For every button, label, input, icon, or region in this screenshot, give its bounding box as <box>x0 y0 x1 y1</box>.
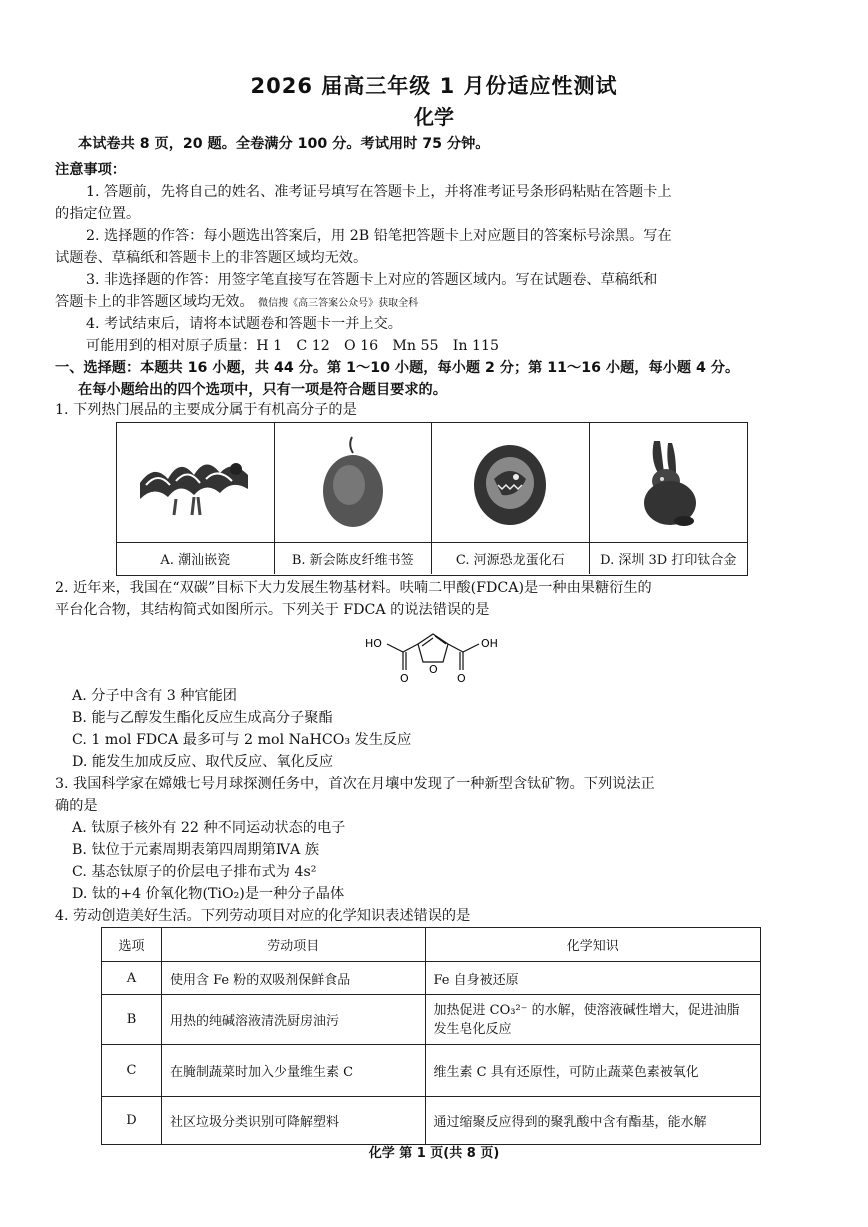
q1-option-d: D. 深圳 3D 打印钛合金 <box>600 553 737 568</box>
q4-table-header <box>102 928 761 962</box>
exam-title: 2026 届高三年级 1 月份适应性测试 <box>250 74 618 98</box>
q4-header-knowledge: 化学知识 <box>425 928 761 962</box>
notes-heading: 注意事项： <box>55 162 126 178</box>
q4-row-d-knowledge: 通过缩聚反应得到的聚乳酸中含有酯基，能水解 <box>425 1097 761 1145</box>
q1-image-a <box>117 423 275 543</box>
subject-title: 化学 <box>414 105 454 129</box>
q4-row-c-task: 在腌制蔬菜时加入少量维生素 C <box>161 1045 425 1097</box>
q3-stem-line1: 3. 我国科学家在嫦娥七号月球探测任务中，首次在月壤中发现了一种新型含钛矿物。下列说法正 <box>55 776 655 792</box>
q2-option-b: B. 能与乙醇发生酯化反应生成高分子聚酯 <box>72 710 333 726</box>
q4-row-a-knowledge: Fe 自身被还原 <box>425 962 761 995</box>
table-row <box>102 962 761 995</box>
atomic-masses: 可能用到的相对原子质量：H 1 C 12 O 16 Mn 55 In 115 <box>86 338 500 354</box>
note-1-line1: 1. 答题前，先将自己的姓名、准考证号填写在答题卡上，并将准考证号条形码粘贴在答题卡上 <box>86 184 672 200</box>
q2-stem-line2: 平台化合物，其结构简式如图所示。下列关于 FDCA 的说法错误的是 <box>55 602 490 618</box>
q2-stem-line1: 2. 近年来，我国在“双碳”目标下大力发展生物基材料。呋喃二甲酸(FDCA)是一种由果糖衍生的 <box>55 580 652 596</box>
q3-option-a: A. 钛原子核外有 22 种不同运动状态的电子 <box>72 820 346 836</box>
q1-image-b <box>275 423 433 543</box>
3d-printed-titanium-rabbit-image <box>632 437 704 529</box>
q4-stem: 4. 劳动创造美好生活。下列劳动项目对应的化学知识表述错误的是 <box>55 908 471 924</box>
note-3-line2-text: 答题卡上的非答题区域均无效。 <box>55 294 254 310</box>
q2-option-c: C. 1 mol FDCA 最多可与 2 mol NaHCO₃ 发生反应 <box>72 732 412 748</box>
table-row <box>102 1097 761 1145</box>
q4-row-c-knowledge: 维生素 C 具有还原性，可防止蔬菜色素被氧化 <box>425 1045 761 1097</box>
note-2-line1: 2. 选择题的作答：每小题选出答案后，用 2B 铅笔把答题卡上对应题目的答案标号涂黑。写在 <box>86 228 672 244</box>
q4-row-c-option: C <box>102 1045 162 1097</box>
q1-option-b: B. 新会陈皮纤维书签 <box>275 543 433 574</box>
peel-bookmark-image <box>318 435 388 531</box>
q4-row-b-task: 用热的纯碱溶液清洗厨房油污 <box>161 995 425 1045</box>
q4-table <box>101 927 761 1145</box>
struct-label-o-left: O <box>400 672 409 684</box>
dinosaur-egg-fossil-image <box>470 439 550 527</box>
q1-image-d <box>590 423 748 543</box>
q1-stem: 1. 下列热门展品的主要成分属于有机高分子的是 <box>55 402 357 418</box>
q3-option-d: D. 钛的+4 价氧化物(TiO₂)是一种分子晶体 <box>72 886 345 902</box>
q1-option-a: A. 潮汕嵌瓷 <box>117 543 275 574</box>
section-1-heading: 一、选择题：本题共 16 小题，共 44 分。第 1～10 小题，每小题 2 分；第 11～16 小题，每小题 4 分。 <box>55 360 740 376</box>
q4-row-a-option: A <box>102 962 162 995</box>
q3-option-c: C. 基态钛原子的价层电子排布式为 4s² <box>72 864 317 880</box>
q3-option-b: B. 钛位于元素周期表第四周期第ⅣA 族 <box>72 842 320 858</box>
q4-row-d-option: D <box>102 1097 162 1145</box>
struct-label-ho: HO <box>365 637 382 650</box>
q1-option-c: C. 河源恐龙蛋化石 <box>432 543 590 574</box>
struct-label-o-right: O <box>457 672 466 684</box>
note-4: 4. 考试结束后，请将本试题卷和答题卡一并上交。 <box>86 316 402 332</box>
q3-stem-line2: 确的是 <box>55 798 98 814</box>
q2-option-d: D. 能发生加成反应、取代反应、氧化反应 <box>72 754 334 770</box>
q1-image-table <box>116 422 748 576</box>
embedded-porcelain-dragon-image <box>136 445 254 521</box>
q4-header-option: 选项 <box>102 928 162 962</box>
q4-header-task: 劳动项目 <box>161 928 425 962</box>
section-1-instruction: 在每小题给出的四个选项中，只有一项是符合题目要求的。 <box>78 382 447 398</box>
q4-row-b-option: B <box>102 995 162 1045</box>
q4-row-d-task: 社区垃圾分类识别可降解塑料 <box>161 1097 425 1145</box>
exam-info: 本试卷共 8 页，20 题。全卷满分 100 分。考试用时 75 分钟。 <box>78 136 490 152</box>
table-row <box>102 995 761 1045</box>
watermark-text: 微信搜《高三答案公众号》获取全科 <box>258 298 419 309</box>
struct-label-oh: OH <box>481 637 498 650</box>
table-row <box>102 1045 761 1097</box>
q4-row-b-knowledge: 加热促进 CO₃²⁻ 的水解，使溶液碱性增大，促进油脂发生皂化反应 <box>425 995 761 1045</box>
note-3-line2 <box>55 292 418 314</box>
note-2-line2: 试题卷、草稿纸和答题卡上的非答题区域均无效。 <box>55 250 368 266</box>
struct-label-ring-o: O <box>429 663 438 676</box>
q4-row-a-task: 使用含 Fe 粉的双吸剂保鲜食品 <box>161 962 425 995</box>
note-1-line2: 的指定位置。 <box>55 206 141 222</box>
q1-image-c <box>432 423 590 543</box>
fdca-structure-diagram <box>353 620 513 684</box>
q2-option-a: A. 分子中含有 3 种官能团 <box>72 688 237 704</box>
page-footer: 化学 第 1 页(共 8 页) <box>368 1146 500 1161</box>
note-3-line1: 3. 非选择题的作答：用签字笔直接写在答题卡上对应的答题区域内。写在试题卷、草稿纸和 <box>86 272 658 288</box>
